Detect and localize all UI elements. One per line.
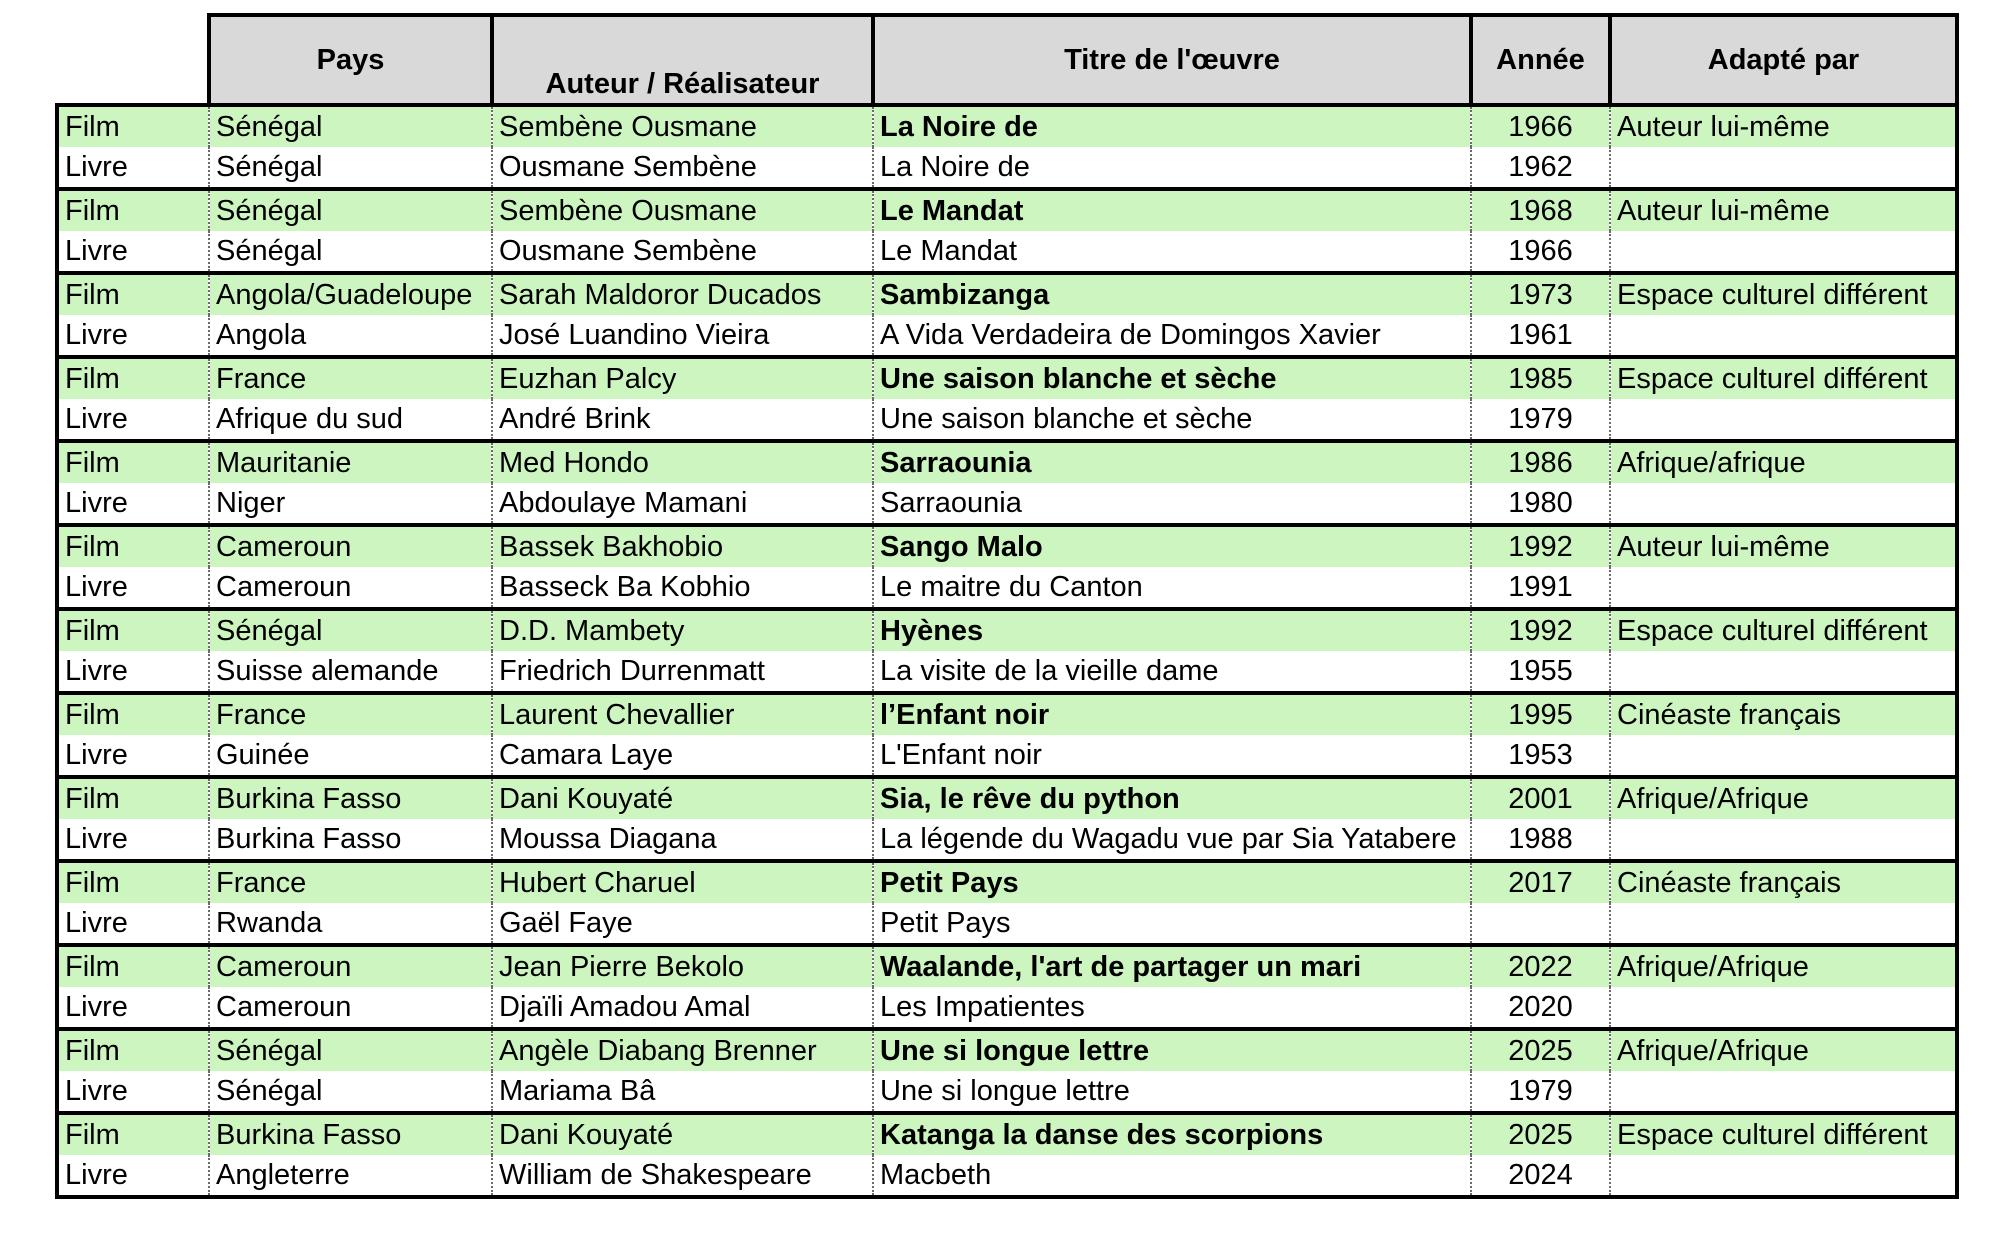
cell-auteur: D.D. Mambety bbox=[492, 609, 873, 651]
cell-titre: La Noire de bbox=[873, 147, 1471, 189]
cell-titre: Petit Pays bbox=[873, 903, 1471, 945]
table-row-film bbox=[57, 1029, 1957, 1071]
cell-pays: France bbox=[209, 693, 492, 735]
cell-auteur: André Brink bbox=[492, 399, 873, 441]
cell-annee: 1992 bbox=[1471, 525, 1610, 567]
table-row-livre bbox=[57, 651, 1957, 693]
cell-auteur: Hubert Charuel bbox=[492, 861, 873, 903]
cell-pays: Afrique du sud bbox=[209, 399, 492, 441]
cell-pays: Sénégal bbox=[209, 609, 492, 651]
cell-type: Film bbox=[57, 1113, 209, 1155]
table-row-film bbox=[57, 945, 1957, 987]
cell-type: Livre bbox=[57, 1071, 209, 1113]
cell-titre: Sango Malo bbox=[873, 525, 1471, 567]
table-row-film bbox=[57, 525, 1957, 567]
cell-type: Livre bbox=[57, 567, 209, 609]
cell-auteur: Laurent Chevallier bbox=[492, 693, 873, 735]
table-row-livre bbox=[57, 147, 1957, 189]
cell-pays: Sénégal bbox=[209, 1029, 492, 1071]
table-body bbox=[57, 105, 1957, 1197]
cell-pays: Cameroun bbox=[209, 945, 492, 987]
cell-type: Film bbox=[57, 105, 209, 147]
cell-pays: Sénégal bbox=[209, 147, 492, 189]
cell-auteur: Abdoulaye Mamani bbox=[492, 483, 873, 525]
cell-adapte bbox=[1610, 651, 1957, 693]
cell-titre: l’Enfant noir bbox=[873, 693, 1471, 735]
cell-type: Film bbox=[57, 525, 209, 567]
cell-adapte bbox=[1610, 567, 1957, 609]
cell-annee: 1980 bbox=[1471, 483, 1610, 525]
cell-annee: 2022 bbox=[1471, 945, 1610, 987]
cell-annee: 2024 bbox=[1471, 1155, 1610, 1197]
cell-titre: Sambizanga bbox=[873, 273, 1471, 315]
cell-type: Livre bbox=[57, 651, 209, 693]
cell-adapte bbox=[1610, 399, 1957, 441]
cell-annee: 1961 bbox=[1471, 315, 1610, 357]
table-row-livre bbox=[57, 735, 1957, 777]
cell-type: Livre bbox=[57, 483, 209, 525]
cell-annee: 2025 bbox=[1471, 1029, 1610, 1071]
cell-annee: 2017 bbox=[1471, 861, 1610, 903]
cell-titre: Le Mandat bbox=[873, 231, 1471, 273]
table-row-livre bbox=[57, 987, 1957, 1029]
cell-type: Livre bbox=[57, 819, 209, 861]
cell-adapte bbox=[1610, 231, 1957, 273]
cell-annee: 1966 bbox=[1471, 105, 1610, 147]
table-row-livre bbox=[57, 231, 1957, 273]
cell-pays: Mauritanie bbox=[209, 441, 492, 483]
cell-type: Livre bbox=[57, 735, 209, 777]
cell-titre: Petit Pays bbox=[873, 861, 1471, 903]
cell-auteur: Friedrich Durrenmatt bbox=[492, 651, 873, 693]
table-row-livre bbox=[57, 315, 1957, 357]
cell-adapte bbox=[1610, 987, 1957, 1029]
table-row-livre bbox=[57, 1071, 1957, 1113]
cell-pays: Niger bbox=[209, 483, 492, 525]
cell-annee: 1973 bbox=[1471, 273, 1610, 315]
cell-adapte: Afrique/Afrique bbox=[1610, 777, 1957, 819]
cell-type: Film bbox=[57, 861, 209, 903]
cell-type: Livre bbox=[57, 231, 209, 273]
cell-adapte: Cinéaste français bbox=[1610, 861, 1957, 903]
cell-adapte bbox=[1610, 147, 1957, 189]
table-row-livre bbox=[57, 903, 1957, 945]
cell-adapte bbox=[1610, 735, 1957, 777]
cell-titre: Les Impatientes bbox=[873, 987, 1471, 1029]
cell-auteur: Djaïli Amadou Amal bbox=[492, 987, 873, 1029]
table-row-film bbox=[57, 693, 1957, 735]
cell-auteur: Mariama Bâ bbox=[492, 1071, 873, 1113]
cell-annee: 1986 bbox=[1471, 441, 1610, 483]
cell-adapte: Auteur lui-même bbox=[1610, 189, 1957, 231]
cell-annee: 2020 bbox=[1471, 987, 1610, 1029]
cell-type: Film bbox=[57, 441, 209, 483]
cell-auteur: William de Shakespeare bbox=[492, 1155, 873, 1197]
cell-auteur: Sembène Ousmane bbox=[492, 189, 873, 231]
cell-titre: Le Mandat bbox=[873, 189, 1471, 231]
cell-auteur: Dani Kouyaté bbox=[492, 777, 873, 819]
table-row-film bbox=[57, 105, 1957, 147]
cell-annee: 1979 bbox=[1471, 399, 1610, 441]
cell-pays: France bbox=[209, 861, 492, 903]
cell-titre: Le maitre du Canton bbox=[873, 567, 1471, 609]
cell-adapte: Espace culturel différent bbox=[1610, 1113, 1957, 1155]
cell-pays: Burkina Fasso bbox=[209, 777, 492, 819]
cell-auteur: Camara Laye bbox=[492, 735, 873, 777]
cell-pays: Burkina Fasso bbox=[209, 819, 492, 861]
cell-auteur: Euzhan Palcy bbox=[492, 357, 873, 399]
cell-pays: Cameroun bbox=[209, 525, 492, 567]
cell-titre: Sarraounia bbox=[873, 483, 1471, 525]
cell-adapte bbox=[1610, 903, 1957, 945]
header-corner bbox=[57, 15, 209, 105]
cell-titre: La visite de la vieille dame bbox=[873, 651, 1471, 693]
cell-type: Film bbox=[57, 609, 209, 651]
header-row bbox=[57, 15, 1957, 105]
cell-adapte: Afrique/Afrique bbox=[1610, 945, 1957, 987]
table-row-film bbox=[57, 357, 1957, 399]
cell-type: Film bbox=[57, 357, 209, 399]
cell-type: Livre bbox=[57, 987, 209, 1029]
cell-annee: 1985 bbox=[1471, 357, 1610, 399]
cell-pays: Angleterre bbox=[209, 1155, 492, 1197]
table-row-film bbox=[57, 777, 1957, 819]
adaptations-table bbox=[55, 13, 1959, 1199]
cell-annee: 2025 bbox=[1471, 1113, 1610, 1155]
cell-auteur: Jean Pierre Bekolo bbox=[492, 945, 873, 987]
cell-type: Film bbox=[57, 693, 209, 735]
header-titre: Titre de l'œuvre bbox=[873, 15, 1471, 105]
cell-titre: Sarraounia bbox=[873, 441, 1471, 483]
cell-type: Livre bbox=[57, 315, 209, 357]
cell-adapte: Auteur lui-même bbox=[1610, 525, 1957, 567]
cell-pays: Suisse alemande bbox=[209, 651, 492, 693]
table-row-livre bbox=[57, 1155, 1957, 1197]
cell-adapte: Cinéaste français bbox=[1610, 693, 1957, 735]
cell-adapte: Espace culturel différent bbox=[1610, 357, 1957, 399]
header-pays: Pays bbox=[209, 15, 492, 105]
cell-titre: La Noire de bbox=[873, 105, 1471, 147]
cell-type: Livre bbox=[57, 1155, 209, 1197]
cell-auteur: Med Hondo bbox=[492, 441, 873, 483]
cell-auteur: Dani Kouyaté bbox=[492, 1113, 873, 1155]
cell-titre: Katanga la danse des scorpions bbox=[873, 1113, 1471, 1155]
cell-adapte: Afrique/afrique bbox=[1610, 441, 1957, 483]
cell-titre: A Vida Verdadeira de Domingos Xavier bbox=[873, 315, 1471, 357]
cell-adapte bbox=[1610, 1155, 1957, 1197]
header-adapte: Adapté par bbox=[1610, 15, 1957, 105]
cell-titre: Sia, le rêve du python bbox=[873, 777, 1471, 819]
cell-titre: Une saison blanche et sèche bbox=[873, 399, 1471, 441]
cell-adapte: Espace culturel différent bbox=[1610, 609, 1957, 651]
cell-annee bbox=[1471, 903, 1610, 945]
cell-type: Film bbox=[57, 273, 209, 315]
cell-adapte: Afrique/Afrique bbox=[1610, 1029, 1957, 1071]
cell-pays: Guinée bbox=[209, 735, 492, 777]
cell-auteur: Bassek Bakhobio bbox=[492, 525, 873, 567]
cell-pays: Angola/Guadeloupe bbox=[209, 273, 492, 315]
cell-titre: Macbeth bbox=[873, 1155, 1471, 1197]
cell-auteur: Sarah Maldoror Ducados bbox=[492, 273, 873, 315]
cell-type: Livre bbox=[57, 903, 209, 945]
cell-titre: Une si longue lettre bbox=[873, 1029, 1471, 1071]
cell-adapte bbox=[1610, 1071, 1957, 1113]
cell-type: Livre bbox=[57, 399, 209, 441]
cell-adapte: Auteur lui-même bbox=[1610, 105, 1957, 147]
cell-annee: 1966 bbox=[1471, 231, 1610, 273]
cell-titre: Hyènes bbox=[873, 609, 1471, 651]
cell-titre: Une saison blanche et sèche bbox=[873, 357, 1471, 399]
cell-annee: 1979 bbox=[1471, 1071, 1610, 1113]
table-row-livre bbox=[57, 399, 1957, 441]
cell-titre: L'Enfant noir bbox=[873, 735, 1471, 777]
cell-titre: La légende du Wagadu vue par Sia Yatabere bbox=[873, 819, 1471, 861]
table-row-livre bbox=[57, 819, 1957, 861]
table-row-film bbox=[57, 861, 1957, 903]
table-row-livre bbox=[57, 483, 1957, 525]
cell-pays: Rwanda bbox=[209, 903, 492, 945]
cell-annee: 1991 bbox=[1471, 567, 1610, 609]
cell-auteur: Gaël Faye bbox=[492, 903, 873, 945]
cell-type: Film bbox=[57, 777, 209, 819]
header-annee: Année bbox=[1471, 15, 1610, 105]
cell-pays: Cameroun bbox=[209, 567, 492, 609]
cell-auteur: José Luandino Vieira bbox=[492, 315, 873, 357]
cell-auteur: Moussa Diagana bbox=[492, 819, 873, 861]
table-row-livre bbox=[57, 567, 1957, 609]
header-auteur: Auteur / Réalisateur bbox=[492, 15, 873, 105]
cell-auteur: Basseck Ba Kobhio bbox=[492, 567, 873, 609]
cell-pays: Sénégal bbox=[209, 105, 492, 147]
cell-type: Film bbox=[57, 1029, 209, 1071]
cell-pays: Sénégal bbox=[209, 189, 492, 231]
cell-type: Livre bbox=[57, 147, 209, 189]
cell-annee: 1953 bbox=[1471, 735, 1610, 777]
cell-titre: Waalande, l'art de partager un mari bbox=[873, 945, 1471, 987]
cell-adapte bbox=[1610, 315, 1957, 357]
cell-annee: 1955 bbox=[1471, 651, 1610, 693]
table-row-film bbox=[57, 609, 1957, 651]
cell-annee: 1968 bbox=[1471, 189, 1610, 231]
table-row-film bbox=[57, 189, 1957, 231]
cell-auteur: Ousmane Sembène bbox=[492, 231, 873, 273]
cell-titre: Une si longue lettre bbox=[873, 1071, 1471, 1113]
cell-adapte bbox=[1610, 483, 1957, 525]
cell-annee: 2001 bbox=[1471, 777, 1610, 819]
cell-auteur: Angèle Diabang Brenner bbox=[492, 1029, 873, 1071]
cell-type: Film bbox=[57, 945, 209, 987]
cell-annee: 1992 bbox=[1471, 609, 1610, 651]
cell-auteur: Sembène Ousmane bbox=[492, 105, 873, 147]
cell-pays: Angola bbox=[209, 315, 492, 357]
cell-adapte bbox=[1610, 819, 1957, 861]
cell-pays: France bbox=[209, 357, 492, 399]
table-row-film bbox=[57, 441, 1957, 483]
cell-annee: 1988 bbox=[1471, 819, 1610, 861]
table-row-film bbox=[57, 1113, 1957, 1155]
cell-pays: Burkina Fasso bbox=[209, 1113, 492, 1155]
table-row-film bbox=[57, 273, 1957, 315]
cell-adapte: Espace culturel différent bbox=[1610, 273, 1957, 315]
cell-pays: Sénégal bbox=[209, 1071, 492, 1113]
cell-type: Film bbox=[57, 189, 209, 231]
cell-annee: 1995 bbox=[1471, 693, 1610, 735]
cell-auteur: Ousmane Sembène bbox=[492, 147, 873, 189]
cell-annee: 1962 bbox=[1471, 147, 1610, 189]
cell-pays: Cameroun bbox=[209, 987, 492, 1029]
cell-pays: Sénégal bbox=[209, 231, 492, 273]
